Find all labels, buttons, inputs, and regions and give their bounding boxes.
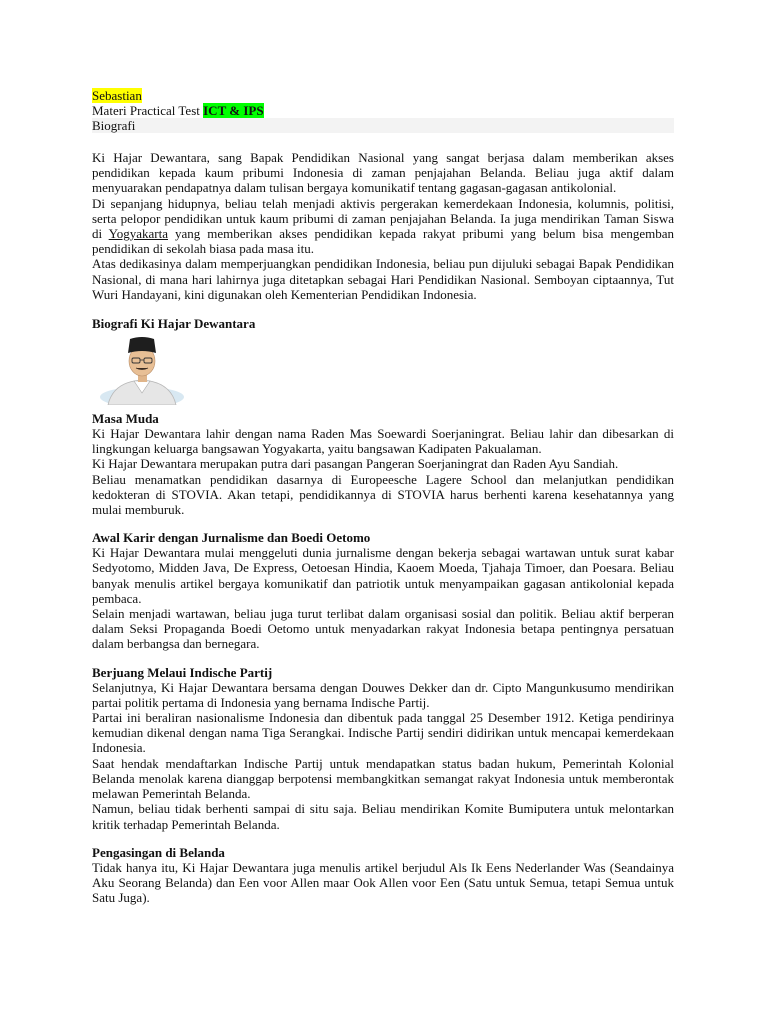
author-line — [92, 88, 674, 103]
berjuang-paragraph-2: Partai ini beraliran nasionalisme Indonesia dan dibentuk pada tanggal 25 Desember 1912. Ketiga pendirinya kemudian dikenal dengan nama Tiga Serangkai. Indische Partij sendiri didirikan untuk mencapai kemerdekaan Indonesia. — [92, 710, 674, 756]
biografi-heading: Biografi Ki Hajar Dewantara — [92, 316, 256, 332]
intro-p2-text-b: yang memberikan akses pendidikan kepada rakyat pribumi yang belum bisa mengemban pendidikan di sekolah biasa pada masa itu. — [92, 226, 674, 257]
berjuang-paragraph-4: Namun, beliau tidak berhenti sampai di situ saja. Beliau mendirikan Komite Bumiputera untuk melontarkan kritik terhadap Pemerintah Belanda. — [92, 801, 674, 832]
intro-paragraph-3: Atas dedikasinya dalam memperjuangkan pendidikan Indonesia, beliau pun dijuluki sebagai Bapak Pendidikan Nasional, di mana hari lahirnya juga ditetapkan sebagai Hari Pendidikan Nasional. Semboyan ciptaannya, Tut Wuri Handayani, kini digunakan oleh Kementerian Pendidikan Indonesia. — [92, 256, 674, 302]
materi-subject: ICT & IPS — [203, 103, 264, 118]
awal-karir-paragraph-1: Ki Hajar Dewantara mulai menggeluti dunia jurnalisme dengan bekerja sebagai wartawan untuk surat kabar Sedyotomo, Midden Java, De Express, Oetoesan Hindia, Kaoem Moeda, Tjahaja Timoer, dan Poesara. Beliau banyak menulis artikel bergaya komunikatif dan patriotik untuk menyampaikan gagasan antikolonial kepada pembaca. — [92, 545, 674, 606]
masa-muda-paragraph-2: Ki Hajar Dewantara merupakan putra dari pasangan Pangeran Soerjaningrat dan Raden Ayu Sandiah. — [92, 456, 619, 472]
berjuang-paragraph-1: Selanjutnya, Ki Hajar Dewantara bersama dengan Douwes Dekker dan dr. Cipto Mangunkusumo mendirikan partai politik pertama di Indonesia yang bernama Indische Partij. — [92, 679, 674, 710]
masa-muda-section — [92, 411, 674, 517]
materi-label: Materi Practical Test — [92, 103, 204, 118]
yogyakarta-link[interactable]: Yogyakarta — [108, 226, 168, 242]
intro-paragraph-1: Ki Hajar Dewantara, sang Bapak Pendidikan Nasional yang sangat berjasa dalam memberikan akses pendidikan kepada kaum pribumi Indonesia di zaman penjajahan Belanda. Beliau juga aktif dalam menyuarakan pendapatnya dalam tulisan bergaya komunikatif tentang gagasan-gagasan antikolonial. — [92, 150, 674, 196]
awal-karir-section — [92, 530, 674, 651]
berjuang-paragraph-3: Saat hendak mendaftarkan Indische Partij untuk mendapatkan status badan hukum, Pemerintah Kolonial Belanda menolak karena dianggap berpotensi membangkitkan semangat rakyat Indonesia untuk memberontak melawan Pemerintah Belanda. — [92, 755, 674, 802]
portrait-image — [96, 333, 192, 405]
intro-p2-text-a: Di sepanjang hidupnya, beliau telah menjadi aktivis pergerakan kemerdekaan Indonesia, kolumnis, politisi, serta pelopor pendidikan untuk kaum pribumi di zaman penjajahan Belanda. Ia juga mendirikan Taman Siswa di — [92, 195, 674, 242]
intro-paragraph-2 — [92, 196, 674, 257]
awal-karir-paragraph-2: Selain menjadi wartawan, beliau juga turut terlibat dalam organisasi sosial dan politik. Beliau aktif berperan dalam Seksi Propaganda Boedi Oetomo untuk menyadarkan rakyat Indonesia betapa pentingnya persatuan dalam berbangsa dan bernegara. — [92, 606, 674, 652]
pengasingan-paragraph-1: Tidak hanya itu, Ki Hajar Dewantara juga menulis artikel berjudul Als Ik Eens Nederlander Was (Seandainya Aku Seorang Belanda) dan Een voor Allen maar Ook Allen voor Een (Satu untuk Semua, tetapi Semua untuk Satu Juga). — [92, 859, 674, 906]
author-name: Sebastian — [92, 88, 142, 103]
masa-muda-paragraph-1: Ki Hajar Dewantara lahir dengan nama Raden Mas Soewardi Soerjaningrat. Beliau lahir dan dibesarkan di lingkungan keluarga bangsawan Yogyakarta, yaitu bangsawan Kadipaten Pakualaman. — [92, 426, 674, 457]
masa-muda-heading: Masa Muda — [92, 411, 159, 427]
document-header — [92, 88, 674, 133]
berjuang-section — [92, 665, 674, 832]
intro-section — [92, 150, 674, 918]
pengasingan-section — [92, 845, 674, 906]
masa-muda-paragraph-3: Beliau menamatkan pendidikan dasarnya di Europeesche Lagere School dan melanjutkan pendidikan kedokteran di STOVIA. Akan tetapi, pendidikannya di STOVIA harus berhenti karena kesehatannya yang mulai memburuk. — [92, 471, 674, 518]
materi-line — [92, 103, 674, 118]
document-type: Biografi — [92, 118, 674, 133]
pengasingan-heading: Pengasingan di Belanda — [92, 844, 225, 860]
awal-karir-heading: Awal Karir dengan Jurnalisme dan Boedi Oetomo — [92, 530, 371, 546]
berjuang-heading: Berjuang Melaui Indische Partij — [92, 664, 273, 680]
